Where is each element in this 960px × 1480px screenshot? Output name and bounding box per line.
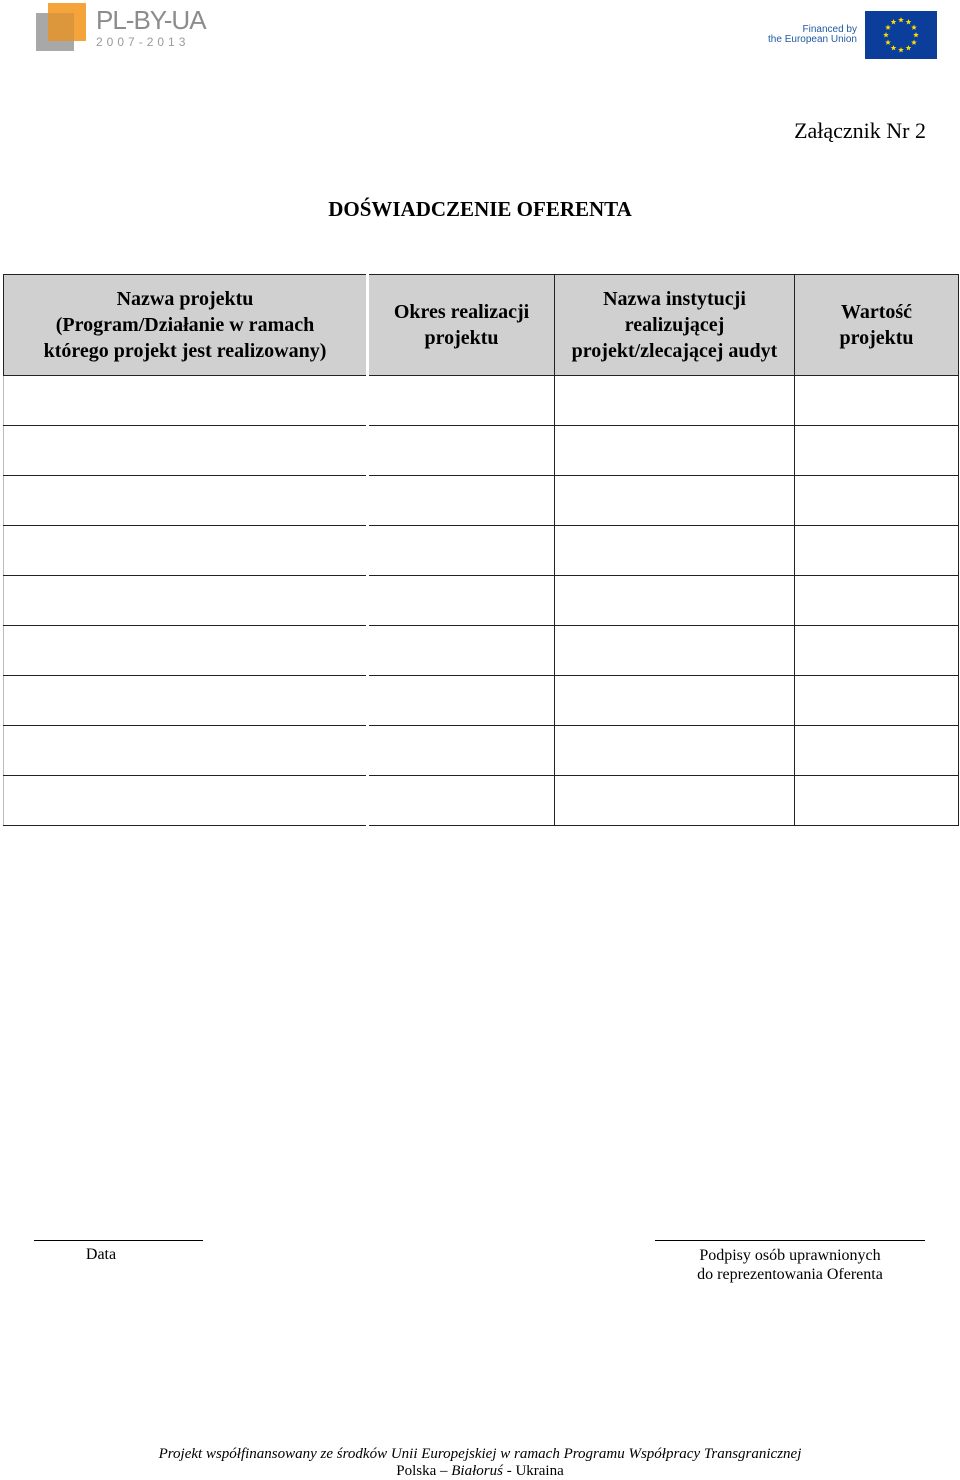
footer <box>0 1446 960 1480</box>
table-cell[interactable] <box>368 526 555 576</box>
table-row <box>4 776 959 826</box>
table-cell[interactable] <box>795 426 959 476</box>
eu-caption <box>768 25 857 45</box>
table-cell[interactable] <box>368 776 555 826</box>
signature-line <box>655 1240 925 1241</box>
table-cell[interactable] <box>555 376 795 426</box>
header-value: Wartość projektu <box>795 275 959 376</box>
table-header-row <box>4 275 959 376</box>
table-row <box>4 726 959 776</box>
logo-years: 2007-2013 <box>96 35 190 49</box>
pl-by-ua-logo <box>36 3 206 53</box>
table-cell[interactable] <box>795 676 959 726</box>
table-cell[interactable] <box>4 576 368 626</box>
table-row <box>4 476 959 526</box>
annex-label: Załącznik Nr 2 <box>794 118 926 143</box>
table-cell[interactable] <box>368 726 555 776</box>
table-cell[interactable] <box>795 526 959 576</box>
eu-caption-line1: Financed by <box>802 24 857 35</box>
table-row <box>4 626 959 676</box>
table-cell[interactable] <box>4 476 368 526</box>
table-cell[interactable] <box>368 576 555 626</box>
header-period: Okres realizacji projektu <box>368 275 555 376</box>
table-row <box>4 376 959 426</box>
date-line <box>34 1240 203 1241</box>
table-cell[interactable] <box>4 626 368 676</box>
table-cell[interactable] <box>368 426 555 476</box>
eu-caption-line2: the European Union <box>768 34 857 45</box>
table-cell[interactable] <box>368 626 555 676</box>
footer-line2: Polska – Białoruś - Ukraina <box>396 1463 564 1479</box>
table-row <box>4 676 959 726</box>
table-cell[interactable] <box>795 576 959 626</box>
eu-flag-icon <box>865 11 937 59</box>
table-row <box>4 576 959 626</box>
table-cell[interactable] <box>795 626 959 676</box>
signature-label: Podpisy osób uprawnionych do reprezentowania Oferenta <box>697 1247 883 1283</box>
table-cell[interactable] <box>4 426 368 476</box>
table-cell[interactable] <box>555 626 795 676</box>
table-cell[interactable] <box>555 426 795 476</box>
table-cell[interactable] <box>368 376 555 426</box>
table-cell[interactable] <box>795 726 959 776</box>
table-cell[interactable] <box>555 726 795 776</box>
table-cell[interactable] <box>368 676 555 726</box>
header-institution: Nazwa instytucji realizującej projekt/zlecającej audyt <box>555 275 795 376</box>
table-cell[interactable] <box>795 776 959 826</box>
table-cell[interactable] <box>368 476 555 526</box>
table-cell[interactable] <box>555 476 795 526</box>
date-label: Data <box>85 1246 117 1263</box>
table-cell[interactable] <box>555 776 795 826</box>
table-cell[interactable] <box>4 776 368 826</box>
table-cell[interactable] <box>795 476 959 526</box>
table-cell[interactable] <box>555 676 795 726</box>
header-project-name: Nazwa projektu (Program/Działanie w ramach którego projekt jest realizowany) <box>4 275 368 376</box>
table-cell[interactable] <box>4 676 368 726</box>
table-cell[interactable] <box>555 526 795 576</box>
table-row <box>4 526 959 576</box>
footer-line1: Projekt współfinansowany ze środków Unii Europejskiej w ramach Programu Współpracy Transgranicznej <box>158 1446 802 1462</box>
program-logo-icon <box>36 3 86 53</box>
logo-text: PL-BY-UA <box>96 5 206 35</box>
table-cell[interactable] <box>795 376 959 426</box>
table-cell[interactable] <box>4 526 368 576</box>
eu-logo <box>767 11 937 59</box>
table-cell[interactable] <box>555 576 795 626</box>
document-title: DOŚWIADCZENIE OFERENTA <box>328 197 632 221</box>
table-cell[interactable] <box>4 726 368 776</box>
experience-table <box>3 274 959 826</box>
table-cell[interactable] <box>4 376 368 426</box>
table-row <box>4 426 959 476</box>
